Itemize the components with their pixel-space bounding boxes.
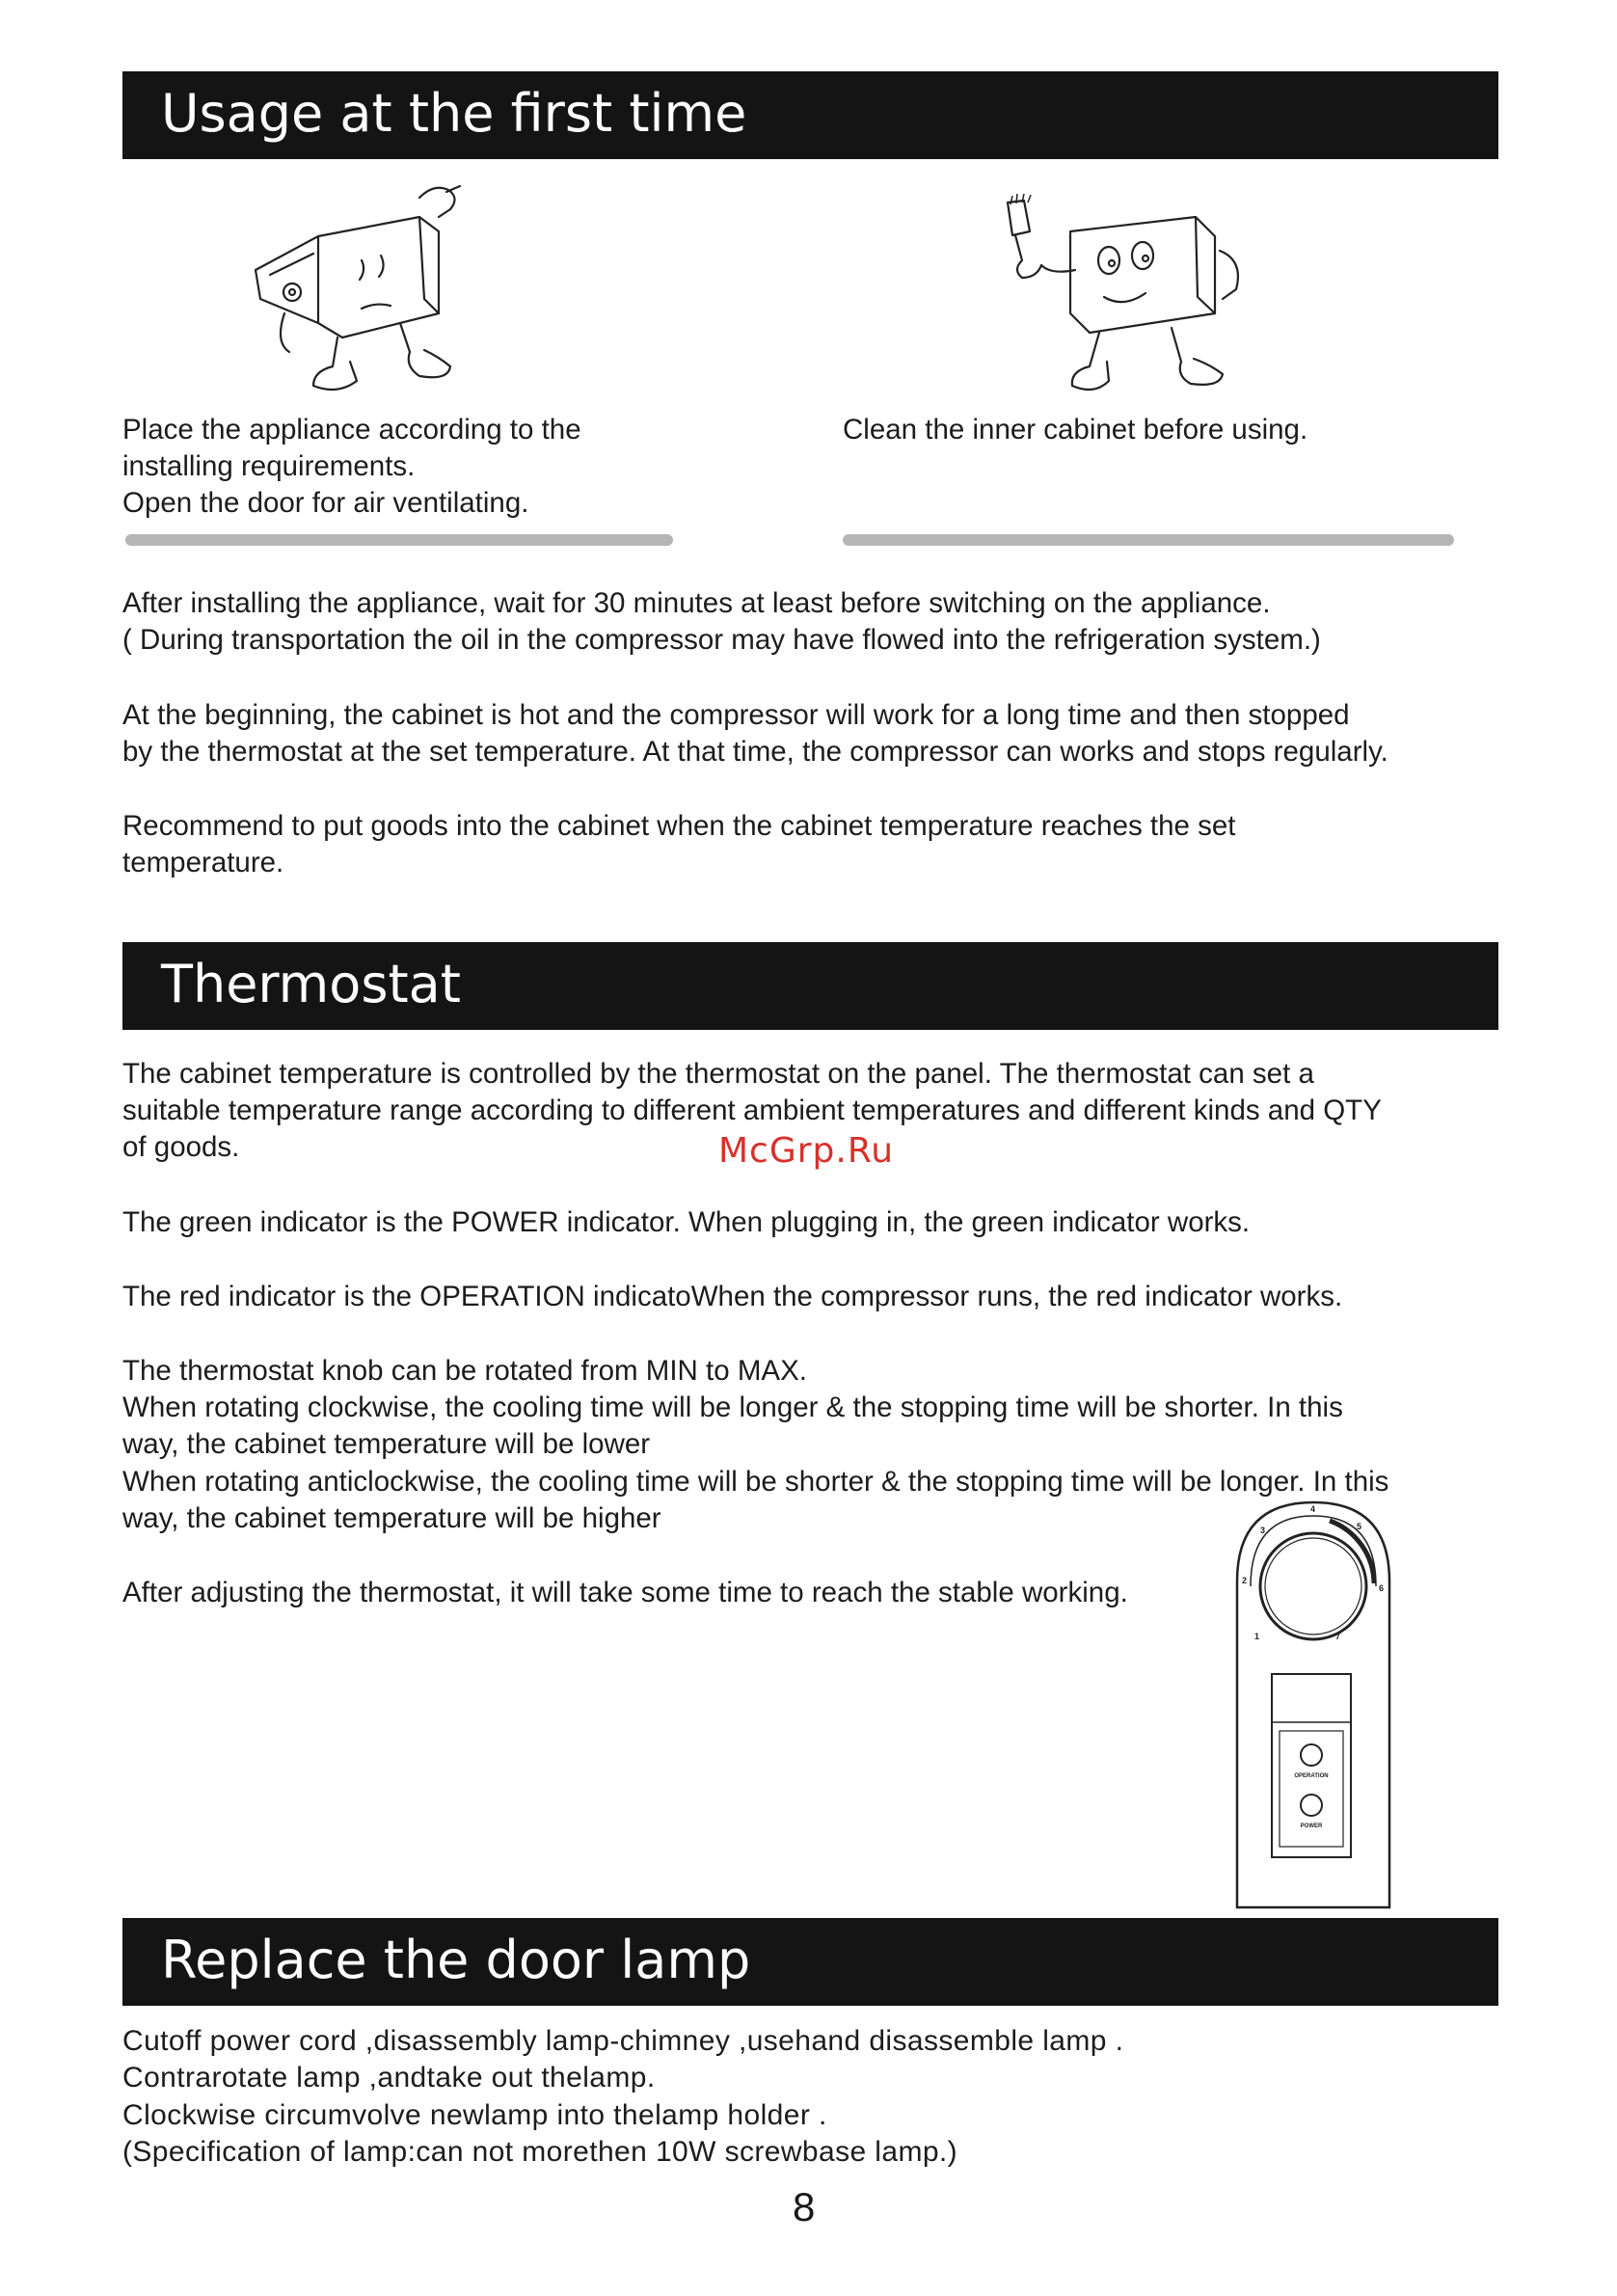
caption-left-line-1: Place the appliance according to the (122, 414, 581, 446)
dial-number: 2 (1242, 1576, 1248, 1585)
thermostat-line: suitable temperature range according to different ambient temperatures and different kinds and QTY (122, 1094, 1382, 1126)
lamp-instruction-line: Clockwise circumvolve newlamp into thelamp holder . (122, 2099, 827, 2131)
usage-paragraph-line: ( During transportation the oil in the compressor may have flowed into the refrigeration system.) (122, 624, 1321, 656)
lamp-instruction-line: Cutoff power cord ,disassembly lamp-chimney ,usehand disassemble lamp . (122, 2025, 1124, 2057)
section-title: Replace the door lamp (161, 1930, 751, 1990)
dial-number: 1 (1254, 1632, 1260, 1641)
thermostat-line: The green indicator is the POWER indicator. When plugging in, the green indicator works. (122, 1206, 1251, 1238)
dial-number: 5 (1357, 1522, 1362, 1531)
thermostat-line: way, the cabinet temperature will be lower (122, 1428, 651, 1460)
section-header-usage (122, 71, 1498, 159)
caption-left-line-2: installing requirements. (122, 450, 416, 482)
thermostat-line: The thermostat knob can be rotated from MIN to MAX. (122, 1355, 807, 1387)
section-header-thermostat (122, 942, 1498, 1030)
thermostat-line: way, the cabinet temperature will be higher (122, 1502, 661, 1534)
usage-paragraph-line: Recommend to put goods into the cabinet when the cabinet temperature reaches the set (122, 810, 1236, 842)
fridge-cleaning-illustration (984, 193, 1273, 405)
operation-label: OPERATION (1294, 1773, 1329, 1779)
thermostat-line: of goods. (122, 1131, 240, 1163)
dial-number: 4 (1310, 1504, 1316, 1514)
thermostat-line: The cabinet temperature is controlled by the thermostat on the panel. The thermostat can set a (122, 1058, 1314, 1090)
lamp-instruction-line: Contrarotate lamp ,andtake out thelamp. (122, 2062, 656, 2093)
dial-number: 3 (1260, 1526, 1266, 1535)
section-title: Thermostat (161, 954, 461, 1014)
divider-bar-left (125, 534, 673, 546)
fridge-open-door-illustration (246, 178, 516, 400)
usage-paragraph-line: At the beginning, the cabinet is hot and the compressor will work for a long time and then stopped (122, 699, 1350, 731)
watermark: McGrp.Ru (718, 1131, 895, 1171)
dial-number: 7 (1335, 1632, 1341, 1641)
caption-right: Clean the inner cabinet before using. (843, 414, 1308, 446)
usage-paragraph-line: by the thermostat at the set temperature. At that time, the compressor can works and stops regularly. (122, 736, 1388, 768)
thermostat-panel-diagram (1229, 1495, 1398, 1919)
thermostat-line: After adjusting the thermostat, it will take some time to reach the stable working. (122, 1577, 1128, 1608)
thermostat-line: The red indicator is the OPERATION indicatoWhen the compressor runs, the red indicator works. (122, 1281, 1343, 1312)
usage-paragraph-line: After installing the appliance, wait for 30 minutes at least before switching on the appliance. (122, 587, 1271, 619)
usage-paragraph-line: temperature. (122, 847, 284, 878)
lamp-instruction-line: (Specification of lamp:can not morethen 10W screwbase lamp.) (122, 2136, 958, 2168)
thermostat-line: When rotating clockwise, the cooling time will be longer & the stopping time will be shorter. In this (122, 1391, 1343, 1423)
section-header-lamp (122, 1918, 1498, 2006)
section-title: Usage at the first time (161, 83, 747, 144)
caption-left-line-3: Open the door for air ventilating. (122, 487, 529, 519)
thermostat-line: When rotating anticlockwise, the cooling time will be shorter & the stopping time will be longer. In this (122, 1466, 1389, 1498)
power-label: POWER (1300, 1823, 1323, 1829)
divider-bar-right (843, 534, 1454, 546)
dial-number: 6 (1379, 1583, 1385, 1593)
page-number: 8 (793, 2184, 816, 2229)
